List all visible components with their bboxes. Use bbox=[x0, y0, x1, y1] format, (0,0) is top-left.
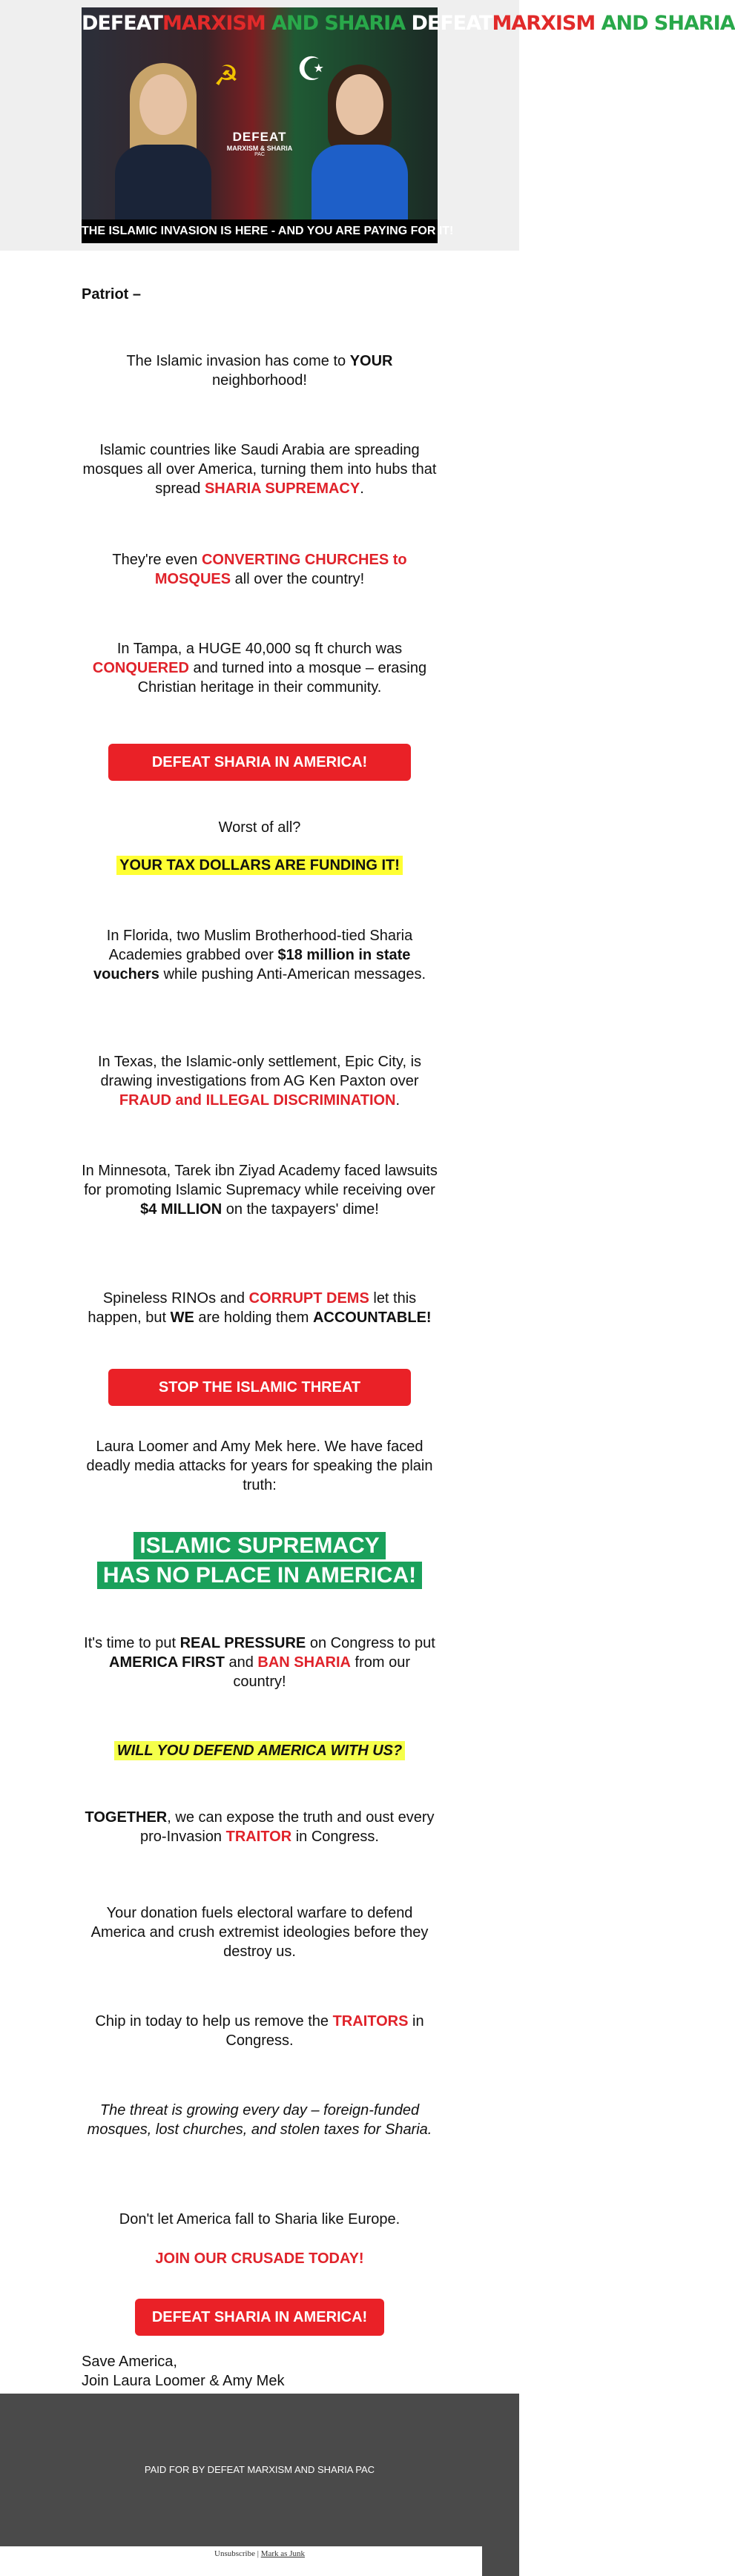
paragraph-europe: Don't let America fall to Sharia like Europe. bbox=[119, 2211, 401, 2227]
unsubscribe-row bbox=[0, 2549, 519, 2558]
footer bbox=[0, 2394, 519, 2546]
paragraph-donation: Your donation fuels electoral warfare to defend America and crush extremist ideologies before they destroy us. bbox=[90, 1905, 429, 1960]
hero-banner-text: DEFEATMARXISM AND SHARIA DEFEATMARXISM AND SHARIA bbox=[82, 12, 735, 35]
unsubscribe-link[interactable]: Unsubscribe | bbox=[214, 2549, 261, 2558]
paragraph-invasion: The Islamic invasion has come to YOUR neighborhood! bbox=[126, 353, 393, 389]
defeat-sharia-button-bottom[interactable]: DEFEAT SHARIA IN AMERICA! bbox=[135, 2299, 384, 2336]
mark-as-junk-link[interactable]: Mark as Junk bbox=[260, 2549, 305, 2558]
stop-islamic-threat-button[interactable]: STOP THE ISLAMIC THREAT bbox=[108, 1369, 411, 1406]
paragraph-together: TOGETHER, we can expose the truth and oust every pro-Invasion TRAITOR in Congress. bbox=[85, 1809, 435, 1845]
paid-for-notice: PAID FOR BY DEFEAT MARXISM AND SHARIA PAC bbox=[144, 2464, 375, 2475]
paragraph-florida: In Florida, two Muslim Brotherhood-tied Sharia Academies grabbed over $18 million in state vouchers while pushing Anti-American messages. bbox=[93, 928, 426, 982]
paragraph-mosques: Islamic countries like Saudi Arabia are spreading mosques all over America, turning them into hubs that spread SHARIA SUPREMACY. bbox=[82, 442, 437, 497]
paragraph-threat-growing: The threat is growing every day – foreign-funded mosques, lost churches, and stolen taxes for Sharia. bbox=[87, 2102, 432, 2138]
hero-tagline: THE ISLAMIC INVASION IS HERE - AND YOU ARE PAYING FOR IT! bbox=[82, 219, 438, 243]
signoff: Save America, Join Laura Loomer & Amy Mek bbox=[82, 2354, 285, 2389]
pac-logo: DEFEAT MARXISM & SHARIA PAC bbox=[226, 130, 293, 157]
defeat-sharia-button[interactable]: DEFEAT SHARIA IN AMERICA! bbox=[108, 744, 411, 781]
paragraph-defend-america: WILL YOU DEFEND AMERICA WITH US? bbox=[82, 1741, 438, 1760]
greeting: Patriot – bbox=[82, 286, 142, 303]
hero-banner-image[interactable] bbox=[82, 7, 735, 243]
paragraph-real-pressure: It's time to put REAL PRESSURE on Congress to put AMERICA FIRST and BAN SHARIA from our country! bbox=[84, 1635, 435, 1690]
corner-block bbox=[482, 2546, 519, 2576]
paragraph-tampa: In Tampa, a HUGE 40,000 sq ft church was CONQUERED and turned into a mosque – erasing Christian heritage in their community. bbox=[92, 641, 427, 696]
paragraph-tax-dollars: YOUR TAX DOLLARS ARE FUNDING IT! bbox=[82, 856, 438, 875]
paragraph-chip-in: Chip in today to help us remove the TRAITORS in Congress. bbox=[95, 2013, 424, 2049]
crescent-star-icon: ☪ bbox=[297, 51, 326, 87]
paragraph-worst: Worst of all? bbox=[218, 819, 301, 836]
paragraph-loomer-mek: Laura Loomer and Amy Mek here. We have faced deadly media attacks for years for speaking the plain truth: bbox=[86, 1439, 433, 1493]
paragraph-churches: They're even CONVERTING CHURCHES to MOSQUES all over the country! bbox=[112, 552, 407, 587]
paragraph-minnesota: In Minnesota, Tarek ibn Ziyad Academy faced lawsuits for promoting Islamic Supremacy while receiving over $4 MILLION on the taxpayers' dime! bbox=[82, 1163, 438, 1218]
paragraph-no-place: ISLAMIC SUPREMACY HAS NO PLACE IN AMERICA! bbox=[82, 1531, 438, 1591]
join-crusade-link[interactable]: JOIN OUR CRUSADE TODAY! bbox=[155, 2250, 364, 2267]
paragraph-texas: In Texas, the Islamic-only settlement, Epic City, is drawing investigations from AG Ken Paxton over FRAUD and ILLEGAL DISCRIMINATION. bbox=[97, 1054, 422, 1109]
hammer-sickle-icon: ☭ bbox=[214, 61, 240, 92]
paragraph-accountable: Spineless RINOs and CORRUPT DEMS let this happen, but WE are holding them ACCOUNTABLE! bbox=[88, 1290, 432, 1326]
portrait-left bbox=[108, 56, 219, 222]
